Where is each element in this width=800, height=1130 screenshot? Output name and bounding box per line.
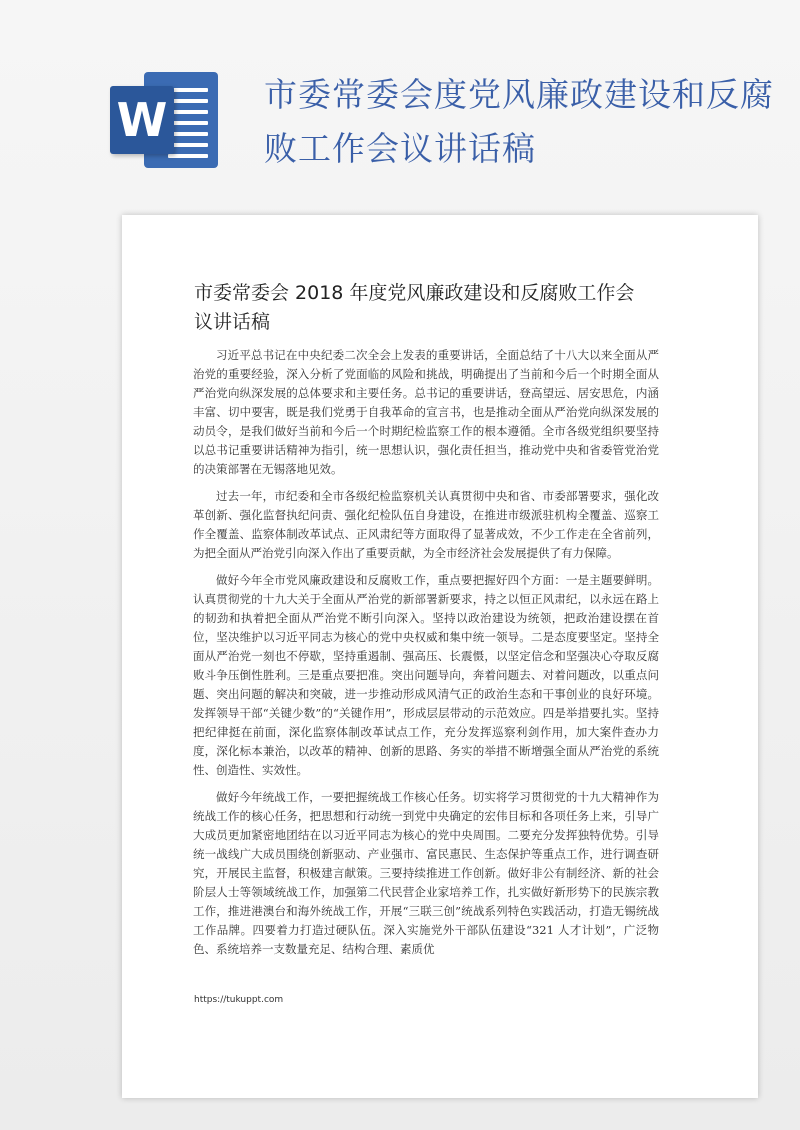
paragraph-2: 过去一年，市纪委和全市各级纪检监察机关认真贯彻中央和省、市委部署要求，强化改革创新、强化监督执纪问责、强化纪检队伍自身建设，在推进市级派驻机构全覆盖、巡察工作全覆盖、监察体制改革试点、正风肃纪等方面取得了显著成效，不少工作走在全省前列，为把全面从严治党引向深入作出了重要贡献，为全市经济社会发展提供了有力保障。 — [193, 489, 659, 560]
word-icon-letter: W — [110, 86, 174, 154]
paragraph-1: 习近平总书记在中央纪委二次全会上发表的重要讲话，全面总结了十八大以来全面从严治党的重要经验，深入分析了党面临的风险和挑战，明确提出了当前和今后一个时期全面从严治党向纵深发展的总体要求和主要任务。总书记的重要讲话，登高望远、居安思危，内涵丰富、切中要害，既是我们党勇于自我革命的宣言书，也是推动全面从严治党向纵深发展的动员令，是我们做好当前和今后一个时期纪检监察工作的根本遵循。全市各级党组织要坚持以总书记重要讲话精神为指引，统一思想认识，强化责任担当，推动党中央和省委管党治党的决策部署在无锡落地见效。 — [193, 348, 659, 476]
banner — [0, 0, 800, 210]
document-page — [122, 215, 758, 1098]
document-title: 市委常委会 2018 年度党风廉政建设和反腐败工作会议讲话稿 — [194, 282, 635, 333]
paragraph-3: 做好今年全市党风廉政建设和反腐败工作，重点要把握好四个方面：一是主题要鲜明。认真贯彻党的十九大关于全面从严治党的新部署新要求，持之以恒正风肃纪，以永远在路上的韧劲和执着把全面从严治党不断引向深入。坚持以政治建设为统领，把政治建设摆在首位，坚决维护以习近平同志为核心的党中央权威和集中统一领导。二是态度要坚定。坚持全面从严治党一刻也不停歇，坚持重遏制、强高压、长震慑，以坚定信念和坚强决心夺取反腐败斗争压倒性胜利。三是重点要把准。突出问题导向，奔着问题去、对着问题改，以重点问题、突出问题的解决和突破，进一步推动形成风清气正的政治生态和干事创业的良好环境。发挥领导干部“关键少数”的“关键作用”，形成层层带动的示范效应。四是举措要扎实。坚持把纪律挺在前面，深化监察体制改革试点工作，充分发挥巡察利剑作用，加大案件查办力度，深化标本兼治，以改革的精神、创新的思路、务实的举措不断增强全面从严治党的系统性、创造性、实效性。 — [193, 573, 659, 777]
word-document-icon — [110, 72, 218, 168]
paragraph-4: 做好今年统战工作，一要把握统战工作核心任务。切实将学习贯彻党的十九大精神作为统战工作的核心任务，把思想和行动统一到党中央确定的宏伟目标和各项任务上来，引导广大成员更加紧密地团结在以习近平同志为核心的党中央周围。二要充分发挥独特优势。引导统一战线广大成员围绕创新驱动、产业强市、富民惠民、生态保护等重点工作，进行调查研究，开展民主监督，积极建言献策。三要持续推进工作创新。做好非公有制经济、新的社会阶层人士等领域统战工作，加强第二代民营企业家培养工作，扎实做好新形势下的民族宗教工作，推进港澳台和海外统战工作，开展“三联三创”统战系列特色实践活动，打造无锡统战工作品牌。四要着力打造过硬队伍。深入实施党外干部队伍建设“321 人才计划”，广泛物色、系统培养一支数量充足、结构合理、素质优 — [193, 790, 659, 956]
banner-title: 市委常委会度党风廉政建设和反腐败工作会议讲话稿 — [264, 75, 774, 168]
word-icon-lines — [168, 88, 208, 165]
footer-url-link[interactable]: https://tukuppt.com — [194, 995, 284, 1005]
document-body — [193, 346, 659, 967]
